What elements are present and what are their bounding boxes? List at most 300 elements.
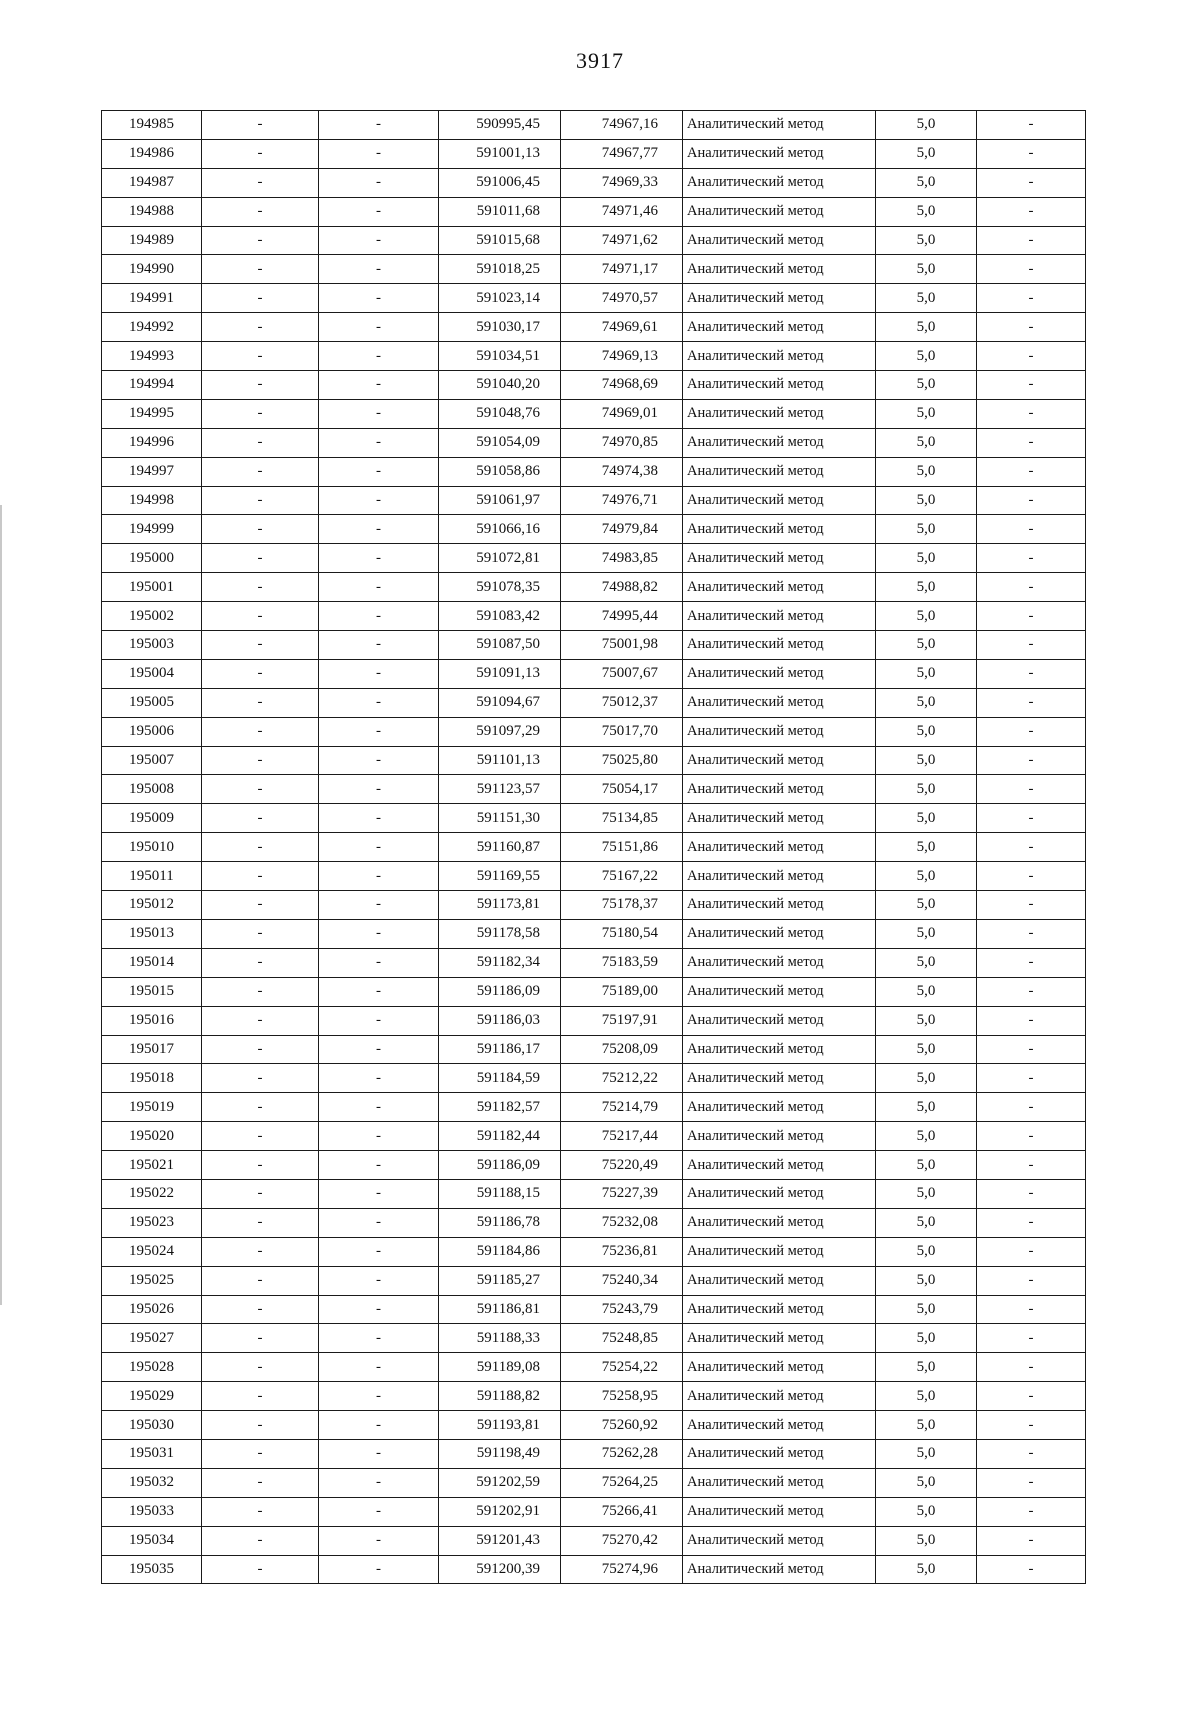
point-id-cell: 195001 <box>102 573 202 602</box>
col2-cell: - <box>202 1353 319 1382</box>
col2-cell: - <box>202 168 319 197</box>
col3-cell: - <box>319 139 439 168</box>
col8-cell: - <box>977 486 1086 515</box>
accuracy-cell: 5,0 <box>876 1151 977 1180</box>
accuracy-cell: 5,0 <box>876 891 977 920</box>
y-coordinate-cell: 75264,25 <box>561 1468 683 1497</box>
point-id-cell: 195002 <box>102 602 202 631</box>
page-number: 3917 <box>576 48 624 73</box>
point-id-cell: 195029 <box>102 1382 202 1411</box>
x-coordinate-cell: 591186,17 <box>439 1035 561 1064</box>
point-id-cell: 194997 <box>102 457 202 486</box>
table-row <box>102 1324 1086 1353</box>
y-coordinate-cell: 75240,34 <box>561 1266 683 1295</box>
col8-cell: - <box>977 1035 1086 1064</box>
col3-cell: - <box>319 862 439 891</box>
table-row <box>102 775 1086 804</box>
table-row <box>102 399 1086 428</box>
y-coordinate-cell: 75248,85 <box>561 1324 683 1353</box>
y-coordinate-cell: 74971,62 <box>561 226 683 255</box>
method-cell: Аналитический метод <box>683 457 876 486</box>
accuracy-cell: 5,0 <box>876 1208 977 1237</box>
point-id-cell: 195019 <box>102 1093 202 1122</box>
y-coordinate-cell: 75217,44 <box>561 1122 683 1151</box>
y-coordinate-cell: 75025,80 <box>561 746 683 775</box>
col2-cell: - <box>202 1122 319 1151</box>
col8-cell: - <box>977 1439 1086 1468</box>
table-row <box>102 544 1086 573</box>
col8-cell: - <box>977 746 1086 775</box>
point-id-cell: 194999 <box>102 515 202 544</box>
table-row <box>102 977 1086 1006</box>
col2-cell: - <box>202 688 319 717</box>
point-id-cell: 195012 <box>102 891 202 920</box>
col8-cell: - <box>977 1555 1086 1584</box>
accuracy-cell: 5,0 <box>876 1266 977 1295</box>
accuracy-cell: 5,0 <box>876 284 977 313</box>
table-row <box>102 1122 1086 1151</box>
table-row <box>102 1411 1086 1440</box>
col3-cell: - <box>319 717 439 746</box>
x-coordinate-cell: 591023,14 <box>439 284 561 313</box>
method-cell: Аналитический метод <box>683 833 876 862</box>
col8-cell: - <box>977 1382 1086 1411</box>
x-coordinate-cell: 591048,76 <box>439 399 561 428</box>
accuracy-cell: 5,0 <box>876 1353 977 1382</box>
x-coordinate-cell: 591186,78 <box>439 1208 561 1237</box>
point-id-cell: 195026 <box>102 1295 202 1324</box>
accuracy-cell: 5,0 <box>876 688 977 717</box>
x-coordinate-cell: 591083,42 <box>439 602 561 631</box>
y-coordinate-cell: 74971,46 <box>561 197 683 226</box>
y-coordinate-cell: 75167,22 <box>561 862 683 891</box>
x-coordinate-cell: 591188,15 <box>439 1179 561 1208</box>
table-row <box>102 1237 1086 1266</box>
x-coordinate-cell: 591001,13 <box>439 139 561 168</box>
method-cell: Аналитический метод <box>683 428 876 457</box>
col3-cell: - <box>319 1382 439 1411</box>
accuracy-cell: 5,0 <box>876 1468 977 1497</box>
y-coordinate-cell: 74971,17 <box>561 255 683 284</box>
point-id-cell: 195017 <box>102 1035 202 1064</box>
point-id-cell: 195014 <box>102 948 202 977</box>
col8-cell: - <box>977 1295 1086 1324</box>
col2-cell: - <box>202 111 319 140</box>
col8-cell: - <box>977 1179 1086 1208</box>
x-coordinate-cell: 591087,50 <box>439 631 561 660</box>
accuracy-cell: 5,0 <box>876 775 977 804</box>
method-cell: Аналитический метод <box>683 602 876 631</box>
col3-cell: - <box>319 399 439 428</box>
x-coordinate-cell: 591184,59 <box>439 1064 561 1093</box>
col8-cell: - <box>977 544 1086 573</box>
x-coordinate-cell: 591200,39 <box>439 1555 561 1584</box>
accuracy-cell: 5,0 <box>876 717 977 746</box>
x-coordinate-cell: 591184,86 <box>439 1237 561 1266</box>
scan-edge-shadow <box>0 505 2 1305</box>
x-coordinate-cell: 591061,97 <box>439 486 561 515</box>
accuracy-cell: 5,0 <box>876 833 977 862</box>
accuracy-cell: 5,0 <box>876 631 977 660</box>
y-coordinate-cell: 75266,41 <box>561 1497 683 1526</box>
table-row <box>102 1006 1086 1035</box>
col8-cell: - <box>977 977 1086 1006</box>
col2-cell: - <box>202 313 319 342</box>
col2-cell: - <box>202 284 319 313</box>
col8-cell: - <box>977 1208 1086 1237</box>
x-coordinate-cell: 591202,59 <box>439 1468 561 1497</box>
table-row <box>102 313 1086 342</box>
x-coordinate-cell: 591054,09 <box>439 428 561 457</box>
x-coordinate-cell: 591188,33 <box>439 1324 561 1353</box>
x-coordinate-cell: 591094,67 <box>439 688 561 717</box>
accuracy-cell: 5,0 <box>876 1382 977 1411</box>
point-id-cell: 195007 <box>102 746 202 775</box>
col2-cell: - <box>202 746 319 775</box>
y-coordinate-cell: 75012,37 <box>561 688 683 717</box>
accuracy-cell: 5,0 <box>876 226 977 255</box>
point-id-cell: 194988 <box>102 197 202 226</box>
point-id-cell: 194998 <box>102 486 202 515</box>
method-cell: Аналитический метод <box>683 1266 876 1295</box>
table-row <box>102 457 1086 486</box>
accuracy-cell: 5,0 <box>876 111 977 140</box>
x-coordinate-cell: 591202,91 <box>439 1497 561 1526</box>
col8-cell: - <box>977 804 1086 833</box>
col3-cell: - <box>319 1497 439 1526</box>
method-cell: Аналитический метод <box>683 1208 876 1237</box>
col8-cell: - <box>977 862 1086 891</box>
col2-cell: - <box>202 457 319 486</box>
col8-cell: - <box>977 775 1086 804</box>
col3-cell: - <box>319 1439 439 1468</box>
accuracy-cell: 5,0 <box>876 1526 977 1555</box>
x-coordinate-cell: 591193,81 <box>439 1411 561 1440</box>
y-coordinate-cell: 74968,69 <box>561 371 683 400</box>
y-coordinate-cell: 74967,77 <box>561 139 683 168</box>
col8-cell: - <box>977 891 1086 920</box>
col3-cell: - <box>319 428 439 457</box>
col3-cell: - <box>319 1151 439 1180</box>
point-id-cell: 195032 <box>102 1468 202 1497</box>
y-coordinate-cell: 75260,92 <box>561 1411 683 1440</box>
y-coordinate-cell: 75197,91 <box>561 1006 683 1035</box>
col2-cell: - <box>202 1497 319 1526</box>
table-row <box>102 486 1086 515</box>
col3-cell: - <box>319 775 439 804</box>
table-row <box>102 1093 1086 1122</box>
point-id-cell: 195021 <box>102 1151 202 1180</box>
accuracy-cell: 5,0 <box>876 399 977 428</box>
point-id-cell: 195011 <box>102 862 202 891</box>
col8-cell: - <box>977 197 1086 226</box>
method-cell: Аналитический метод <box>683 659 876 688</box>
y-coordinate-cell: 75017,70 <box>561 717 683 746</box>
accuracy-cell: 5,0 <box>876 1179 977 1208</box>
y-coordinate-cell: 75134,85 <box>561 804 683 833</box>
col2-cell: - <box>202 948 319 977</box>
col3-cell: - <box>319 948 439 977</box>
col2-cell: - <box>202 139 319 168</box>
method-cell: Аналитический метод <box>683 168 876 197</box>
table-row <box>102 688 1086 717</box>
y-coordinate-cell: 75236,81 <box>561 1237 683 1266</box>
col2-cell: - <box>202 1006 319 1035</box>
col8-cell: - <box>977 1353 1086 1382</box>
coordinates-table-body <box>102 111 1086 1584</box>
col3-cell: - <box>319 486 439 515</box>
method-cell: Аналитический метод <box>683 371 876 400</box>
x-coordinate-cell: 591189,08 <box>439 1353 561 1382</box>
col2-cell: - <box>202 255 319 284</box>
method-cell: Аналитический метод <box>683 139 876 168</box>
point-id-cell: 194989 <box>102 226 202 255</box>
x-coordinate-cell: 591072,81 <box>439 544 561 573</box>
point-id-cell: 195022 <box>102 1179 202 1208</box>
col3-cell: - <box>319 342 439 371</box>
col2-cell: - <box>202 1151 319 1180</box>
col3-cell: - <box>319 1324 439 1353</box>
col3-cell: - <box>319 313 439 342</box>
col3-cell: - <box>319 688 439 717</box>
point-id-cell: 195005 <box>102 688 202 717</box>
method-cell: Аналитический метод <box>683 226 876 255</box>
table-row <box>102 1266 1086 1295</box>
col3-cell: - <box>319 1411 439 1440</box>
col3-cell: - <box>319 168 439 197</box>
point-id-cell: 195004 <box>102 659 202 688</box>
point-id-cell: 195033 <box>102 1497 202 1526</box>
x-coordinate-cell: 591018,25 <box>439 255 561 284</box>
x-coordinate-cell: 591186,03 <box>439 1006 561 1035</box>
col3-cell: - <box>319 111 439 140</box>
accuracy-cell: 5,0 <box>876 919 977 948</box>
x-coordinate-cell: 591066,16 <box>439 515 561 544</box>
point-id-cell: 194992 <box>102 313 202 342</box>
col2-cell: - <box>202 399 319 428</box>
col3-cell: - <box>319 631 439 660</box>
col2-cell: - <box>202 544 319 573</box>
y-coordinate-cell: 75227,39 <box>561 1179 683 1208</box>
col3-cell: - <box>319 1295 439 1324</box>
table-row <box>102 168 1086 197</box>
col3-cell: - <box>319 1526 439 1555</box>
table-row <box>102 1555 1086 1584</box>
col8-cell: - <box>977 226 1086 255</box>
point-id-cell: 194994 <box>102 371 202 400</box>
point-id-cell: 194996 <box>102 428 202 457</box>
method-cell: Аналитический метод <box>683 111 876 140</box>
x-coordinate-cell: 591186,09 <box>439 1151 561 1180</box>
col2-cell: - <box>202 371 319 400</box>
col8-cell: - <box>977 284 1086 313</box>
y-coordinate-cell: 74970,57 <box>561 284 683 313</box>
y-coordinate-cell: 75151,86 <box>561 833 683 862</box>
accuracy-cell: 5,0 <box>876 1324 977 1353</box>
x-coordinate-cell: 591058,86 <box>439 457 561 486</box>
col3-cell: - <box>319 1179 439 1208</box>
col2-cell: - <box>202 573 319 602</box>
point-id-cell: 195028 <box>102 1353 202 1382</box>
y-coordinate-cell: 75054,17 <box>561 775 683 804</box>
col3-cell: - <box>319 977 439 1006</box>
col2-cell: - <box>202 342 319 371</box>
method-cell: Аналитический метод <box>683 1497 876 1526</box>
y-coordinate-cell: 74983,85 <box>561 544 683 573</box>
col3-cell: - <box>319 833 439 862</box>
table-row <box>102 1382 1086 1411</box>
y-coordinate-cell: 75178,37 <box>561 891 683 920</box>
col8-cell: - <box>977 631 1086 660</box>
col2-cell: - <box>202 1093 319 1122</box>
method-cell: Аналитический метод <box>683 1353 876 1382</box>
coordinates-table <box>101 110 1086 1584</box>
x-coordinate-cell: 591185,27 <box>439 1266 561 1295</box>
col8-cell: - <box>977 515 1086 544</box>
col2-cell: - <box>202 1179 319 1208</box>
y-coordinate-cell: 74976,71 <box>561 486 683 515</box>
accuracy-cell: 5,0 <box>876 862 977 891</box>
accuracy-cell: 5,0 <box>876 168 977 197</box>
accuracy-cell: 5,0 <box>876 1035 977 1064</box>
x-coordinate-cell: 591030,17 <box>439 313 561 342</box>
col8-cell: - <box>977 139 1086 168</box>
point-id-cell: 194991 <box>102 284 202 313</box>
x-coordinate-cell: 591006,45 <box>439 168 561 197</box>
point-id-cell: 195034 <box>102 1526 202 1555</box>
y-coordinate-cell: 75007,67 <box>561 659 683 688</box>
col2-cell: - <box>202 602 319 631</box>
method-cell: Аналитический метод <box>683 1382 876 1411</box>
x-coordinate-cell: 591169,55 <box>439 862 561 891</box>
x-coordinate-cell: 591182,34 <box>439 948 561 977</box>
table-row <box>102 919 1086 948</box>
col2-cell: - <box>202 775 319 804</box>
x-coordinate-cell: 591198,49 <box>439 1439 561 1468</box>
x-coordinate-cell: 591097,29 <box>439 717 561 746</box>
y-coordinate-cell: 75274,96 <box>561 1555 683 1584</box>
method-cell: Аналитический метод <box>683 1151 876 1180</box>
accuracy-cell: 5,0 <box>876 139 977 168</box>
col8-cell: - <box>977 342 1086 371</box>
col8-cell: - <box>977 1468 1086 1497</box>
col3-cell: - <box>319 919 439 948</box>
x-coordinate-cell: 591151,30 <box>439 804 561 833</box>
x-coordinate-cell: 591123,57 <box>439 775 561 804</box>
point-id-cell: 195025 <box>102 1266 202 1295</box>
col2-cell: - <box>202 486 319 515</box>
point-id-cell: 195015 <box>102 977 202 1006</box>
table-row <box>102 1151 1086 1180</box>
table-row <box>102 428 1086 457</box>
method-cell: Аналитический метод <box>683 891 876 920</box>
y-coordinate-cell: 74969,33 <box>561 168 683 197</box>
x-coordinate-cell: 591201,43 <box>439 1526 561 1555</box>
col8-cell: - <box>977 717 1086 746</box>
table-row <box>102 1497 1086 1526</box>
y-coordinate-cell: 74967,16 <box>561 111 683 140</box>
col3-cell: - <box>319 255 439 284</box>
col2-cell: - <box>202 631 319 660</box>
y-coordinate-cell: 74979,84 <box>561 515 683 544</box>
point-id-cell: 195006 <box>102 717 202 746</box>
accuracy-cell: 5,0 <box>876 1295 977 1324</box>
method-cell: Аналитический метод <box>683 1295 876 1324</box>
col8-cell: - <box>977 602 1086 631</box>
col8-cell: - <box>977 399 1086 428</box>
accuracy-cell: 5,0 <box>876 544 977 573</box>
col8-cell: - <box>977 833 1086 862</box>
table-row <box>102 1035 1086 1064</box>
col8-cell: - <box>977 573 1086 602</box>
method-cell: Аналитический метод <box>683 573 876 602</box>
method-cell: Аналитический метод <box>683 1035 876 1064</box>
table-row <box>102 1295 1086 1324</box>
col8-cell: - <box>977 688 1086 717</box>
col8-cell: - <box>977 1526 1086 1555</box>
col8-cell: - <box>977 659 1086 688</box>
y-coordinate-cell: 75183,59 <box>561 948 683 977</box>
col3-cell: - <box>319 457 439 486</box>
table-row <box>102 342 1086 371</box>
col8-cell: - <box>977 1497 1086 1526</box>
col2-cell: - <box>202 1439 319 1468</box>
point-id-cell: 194986 <box>102 139 202 168</box>
col3-cell: - <box>319 602 439 631</box>
x-coordinate-cell: 591182,57 <box>439 1093 561 1122</box>
point-id-cell: 194993 <box>102 342 202 371</box>
table-row <box>102 602 1086 631</box>
col2-cell: - <box>202 1468 319 1497</box>
x-coordinate-cell: 591178,58 <box>439 919 561 948</box>
method-cell: Аналитический метод <box>683 1237 876 1266</box>
col2-cell: - <box>202 1526 319 1555</box>
table-row <box>102 515 1086 544</box>
col2-cell: - <box>202 1064 319 1093</box>
col3-cell: - <box>319 1122 439 1151</box>
method-cell: Аналитический метод <box>683 197 876 226</box>
accuracy-cell: 5,0 <box>876 428 977 457</box>
point-id-cell: 195010 <box>102 833 202 862</box>
col2-cell: - <box>202 891 319 920</box>
col3-cell: - <box>319 573 439 602</box>
table-row <box>102 1526 1086 1555</box>
method-cell: Аналитический метод <box>683 1122 876 1151</box>
col8-cell: - <box>977 1237 1086 1266</box>
col2-cell: - <box>202 977 319 1006</box>
table-row <box>102 891 1086 920</box>
x-coordinate-cell: 591160,87 <box>439 833 561 862</box>
table-row <box>102 111 1086 140</box>
y-coordinate-cell: 75001,98 <box>561 631 683 660</box>
col2-cell: - <box>202 515 319 544</box>
accuracy-cell: 5,0 <box>876 1064 977 1093</box>
method-cell: Аналитический метод <box>683 977 876 1006</box>
point-id-cell: 195003 <box>102 631 202 660</box>
method-cell: Аналитический метод <box>683 948 876 977</box>
point-id-cell: 195024 <box>102 1237 202 1266</box>
method-cell: Аналитический метод <box>683 717 876 746</box>
accuracy-cell: 5,0 <box>876 1122 977 1151</box>
col3-cell: - <box>319 891 439 920</box>
method-cell: Аналитический метод <box>683 862 876 891</box>
accuracy-cell: 5,0 <box>876 1411 977 1440</box>
y-coordinate-cell: 75189,00 <box>561 977 683 1006</box>
x-coordinate-cell: 591034,51 <box>439 342 561 371</box>
col2-cell: - <box>202 919 319 948</box>
table-row <box>102 197 1086 226</box>
x-coordinate-cell: 591101,13 <box>439 746 561 775</box>
